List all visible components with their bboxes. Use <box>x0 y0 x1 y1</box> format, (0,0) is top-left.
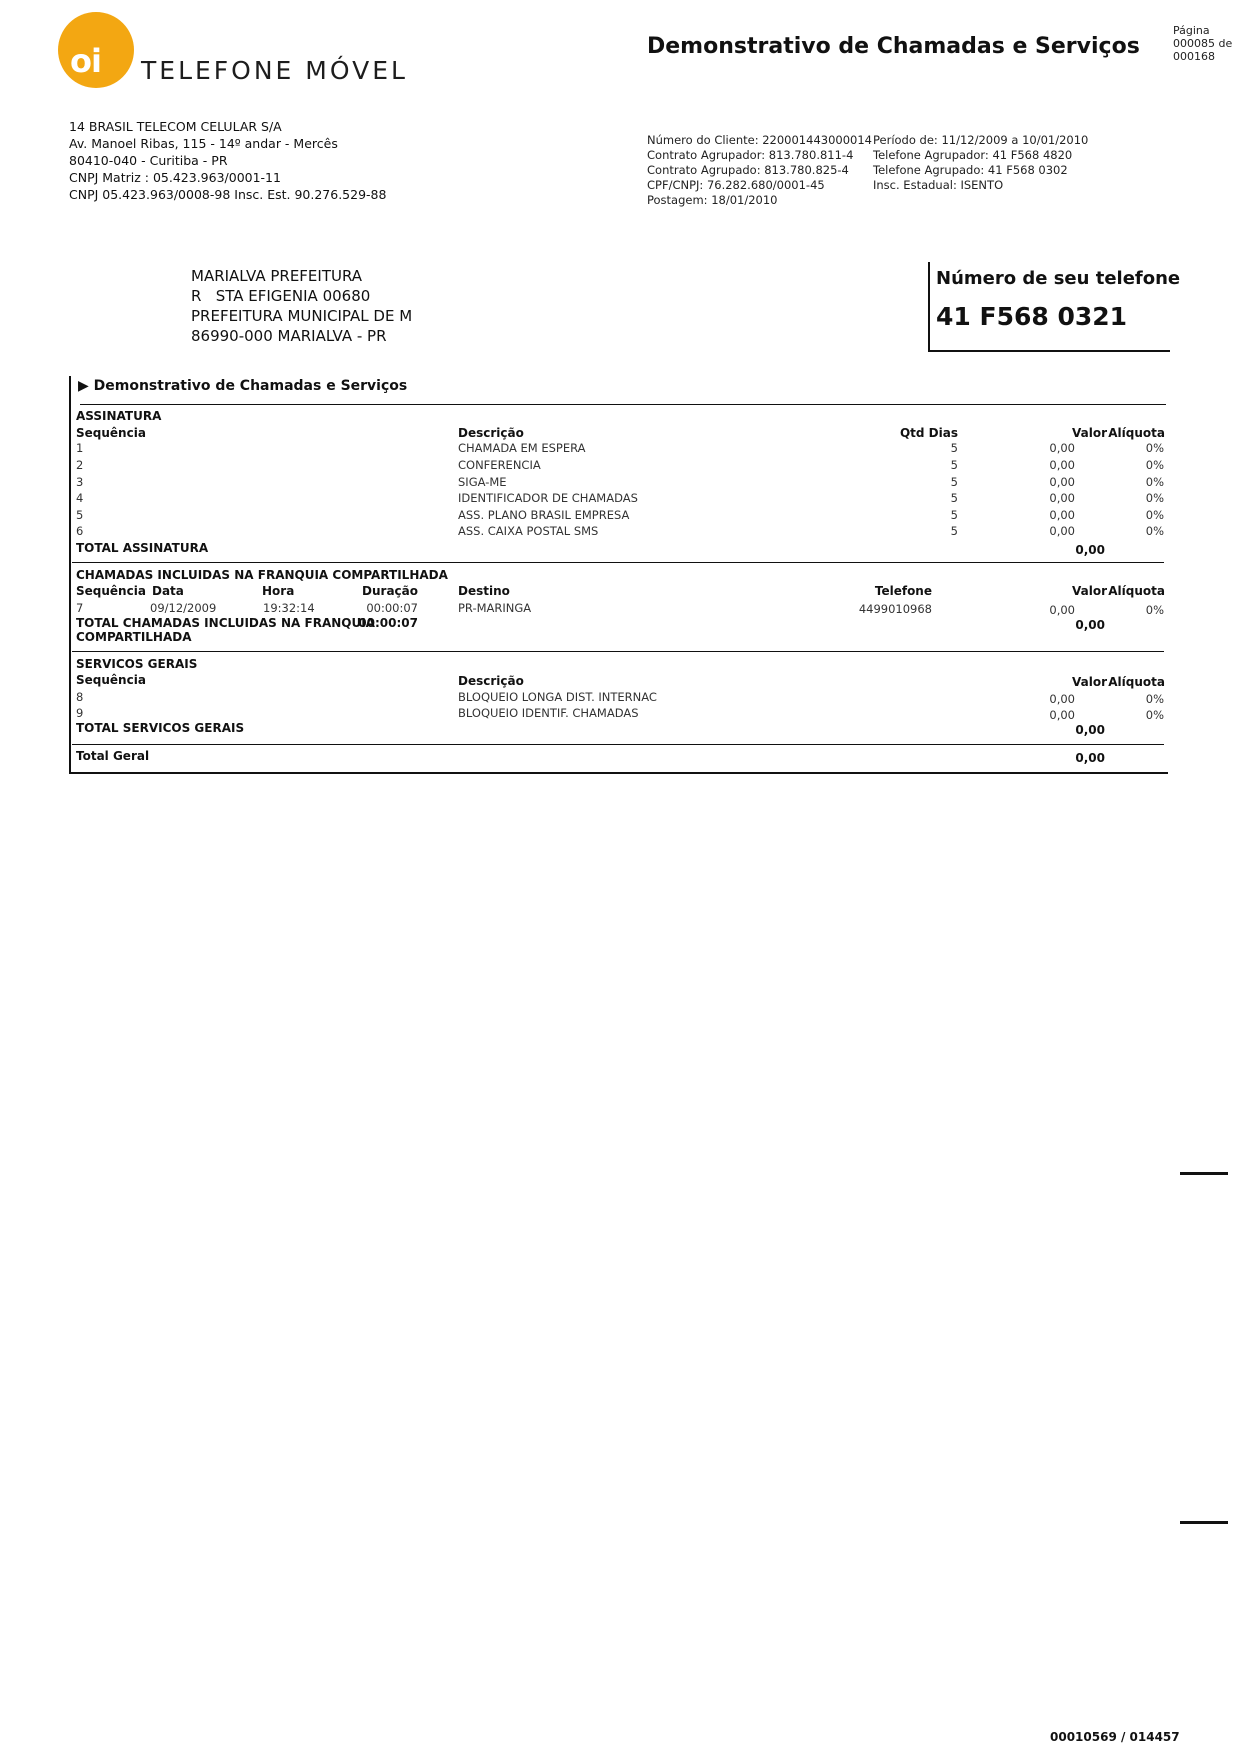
col-destino: Destino <box>458 584 510 598</box>
col-aliquota: Alíquota <box>1108 675 1165 689</box>
total-servicos-label: TOTAL SERVICOS GERAIS <box>76 721 245 735</box>
brand-name: TELEFONE MÓVEL <box>141 56 408 85</box>
col-seq: Sequência <box>76 426 146 440</box>
document-title: Demonstrativo de Chamadas e Serviços <box>647 34 1140 59</box>
phone-label: Número de seu telefone <box>936 268 1181 289</box>
col-valor: Valor <box>1071 426 1107 440</box>
col-data: Data <box>152 584 184 598</box>
total-geral-value: 0,00 <box>1075 751 1105 765</box>
col-desc: Descrição <box>458 674 524 688</box>
col-hora: Hora <box>262 584 295 598</box>
col-qtd: Qtd Dias <box>899 426 958 440</box>
footer-number: 00010569 / 014457 <box>1050 1730 1180 1744</box>
col-desc: Descrição <box>458 426 524 440</box>
oi-logo-text: oi <box>70 42 101 80</box>
total-chamadas-value: 0,00 <box>1075 618 1105 632</box>
col-valor: Valor <box>1071 584 1107 598</box>
col-seq: Sequência <box>76 584 146 598</box>
assinatura-title: ASSINATURA <box>76 409 162 423</box>
total-chamadas-label: TOTAL CHAMADAS INCLUIDAS NA FRANQUIA COMPARTILHADA <box>76 616 375 644</box>
total-chamadas-duracao: 00:00:07 <box>358 616 418 630</box>
col-aliquota: Alíquota <box>1108 584 1165 598</box>
recipient-address: MARIALVA PREFEITURA R STA EFIGENIA 00680 PREFEITURA MUNICIPAL DE M 86990-000 MARIALVA - PR <box>191 267 413 345</box>
chamadas-title: CHAMADAS INCLUIDAS NA FRANQUIA COMPARTILHADA <box>76 568 448 582</box>
client-info-right: Período de: 11/12/2009 a 10/01/2010 Telefone Agrupador: 41 F568 4820 Telefone Agrupado: 41 F568 0302 Insc. Estadual: ISENTO <box>873 133 1089 192</box>
phone-number: 41 F568 0321 <box>936 302 1128 331</box>
servicos-title: SERVICOS GERAIS <box>76 657 198 671</box>
col-seq: Sequência <box>76 673 146 687</box>
section-divider <box>80 404 1166 405</box>
divider <box>72 651 1164 652</box>
page-indicator: Página 000085 de 000168 <box>1173 24 1233 63</box>
total-servicos-value: 0,00 <box>1075 723 1105 737</box>
col-duracao: Duração <box>362 584 418 598</box>
total-geral-label: Total Geral <box>76 749 150 763</box>
col-aliquota: Alíquota <box>1108 426 1165 440</box>
section-title: ▶ Demonstrativo de Chamadas e Serviços <box>78 378 408 394</box>
margin-mark <box>1180 1521 1228 1524</box>
company-address: 14 BRASIL TELECOM CELULAR S/A Av. Manoel Ribas, 115 - 14º andar - Mercês 80410-040 - Curitiba - PR CNPJ Matriz : 05.423.963/0001-11 CNPJ 05.423.963/0008-98 Insc. Est. 90.276.529-88 <box>69 119 387 202</box>
col-valor: Valor <box>1071 675 1107 689</box>
col-telefone: Telefone <box>874 584 932 598</box>
divider <box>72 744 1164 745</box>
total-assinatura-value: 0,00 <box>1075 543 1105 557</box>
divider <box>72 562 1164 563</box>
total-assinatura-label: TOTAL ASSINATURA <box>76 541 209 555</box>
margin-mark <box>1180 1172 1228 1175</box>
client-info-left: Número do Cliente: 220001443000014 Contrato Agrupador: 813.780.811-4 Contrato Agrupado: 813.780.825-4 CPF/CNPJ: 76.282.680/0001-45 Postagem: 18/01/2010 <box>647 133 872 207</box>
